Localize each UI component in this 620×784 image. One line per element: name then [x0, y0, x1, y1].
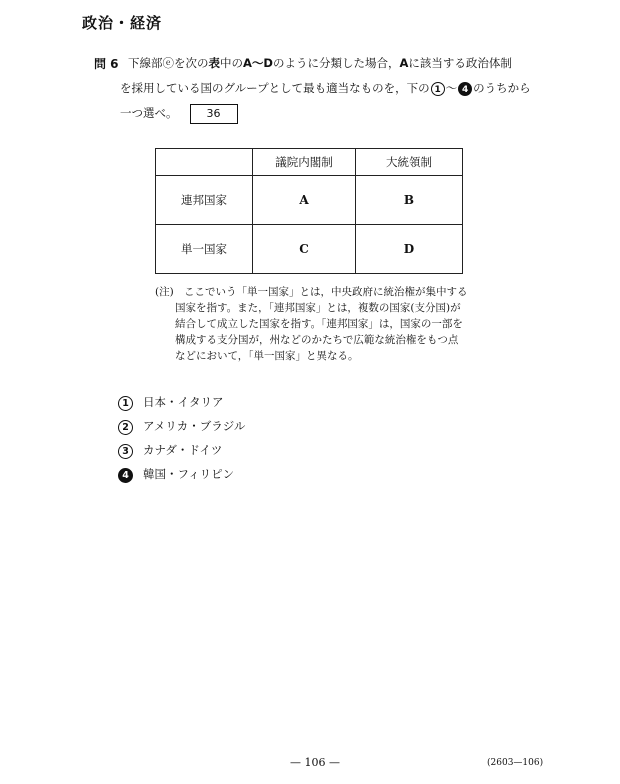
table-corner-cell: [156, 149, 253, 176]
table-header-row: [156, 149, 463, 176]
note-line: 結合して成立した国家を指す。「連邦国家」は，国家の一部を: [175, 318, 463, 330]
option-text: カナダ・ドイツ: [143, 443, 223, 457]
row-label-unitary: 単一国家: [156, 225, 253, 274]
option-4[interactable]: [117, 466, 234, 483]
option-text: アメリカ・ブラジル: [143, 419, 246, 433]
option-1[interactable]: [117, 394, 224, 411]
question-text: 下線部: [128, 56, 163, 70]
option-2[interactable]: [117, 418, 245, 435]
question-text: を次の: [174, 56, 209, 70]
question-number: 問 6: [94, 57, 119, 71]
header-presidential: 大統領制: [356, 149, 463, 176]
cell-c: C: [253, 225, 356, 274]
option-number-2: 2: [118, 420, 133, 435]
note-label: (注): [155, 286, 174, 298]
question-text: 一つ選べ。: [120, 106, 178, 120]
letter-range: A～D: [243, 56, 273, 70]
table-word: 表: [208, 56, 220, 70]
question-text: に該当する政治体制: [408, 56, 512, 70]
cell-a: A: [253, 176, 356, 225]
answer-box[interactable]: 36: [190, 104, 238, 124]
page-code: (2603—106): [487, 758, 544, 768]
underline-mark: ⓔ: [162, 56, 174, 70]
note-line: 構成する支分国が，州などのかたちで広範な統治権をもつ点: [175, 334, 459, 346]
option-text: 日本・イタリア: [143, 395, 224, 409]
note-line: ここでいう「単一国家」とは，中央政府に統治権が集中する: [184, 286, 468, 298]
range-separator: ～: [445, 81, 458, 95]
header-parliamentary: 議院内閣制: [253, 149, 356, 176]
question-line-1: [128, 55, 512, 71]
option-3[interactable]: [117, 442, 222, 459]
circled-number-1: 1: [431, 82, 445, 96]
subject-title: 政治・経済: [82, 14, 163, 32]
target-letter: A: [399, 56, 409, 70]
option-number-4: 4: [118, 468, 133, 483]
row-label-federal: 連邦国家: [156, 176, 253, 225]
classification-table: [155, 148, 463, 274]
page-number: — 106 —: [290, 756, 340, 769]
circled-number-4: 4: [458, 82, 472, 96]
question-text: のように分類した場合，: [272, 56, 400, 70]
question-text: 中の: [220, 56, 243, 70]
option-text: 韓国・フィリピン: [143, 467, 235, 481]
table-row: [156, 176, 463, 225]
option-number-1: 1: [118, 396, 133, 411]
question-line-2: [120, 80, 531, 96]
cell-d: D: [356, 225, 463, 274]
cell-b: B: [356, 176, 463, 225]
note-line: 国家を指す。また，「連邦国家」とは，複数の国家(支分国)が: [175, 302, 461, 314]
question-text: を採用している国のグループとして最も適当なものを，下の: [120, 81, 430, 95]
option-number-3: 3: [118, 444, 133, 459]
note-line: などにおいて，「単一国家」と異なる。: [175, 350, 359, 362]
question-line-3: [120, 104, 238, 124]
table-row: [156, 225, 463, 274]
question-text: のうちから: [473, 81, 531, 95]
